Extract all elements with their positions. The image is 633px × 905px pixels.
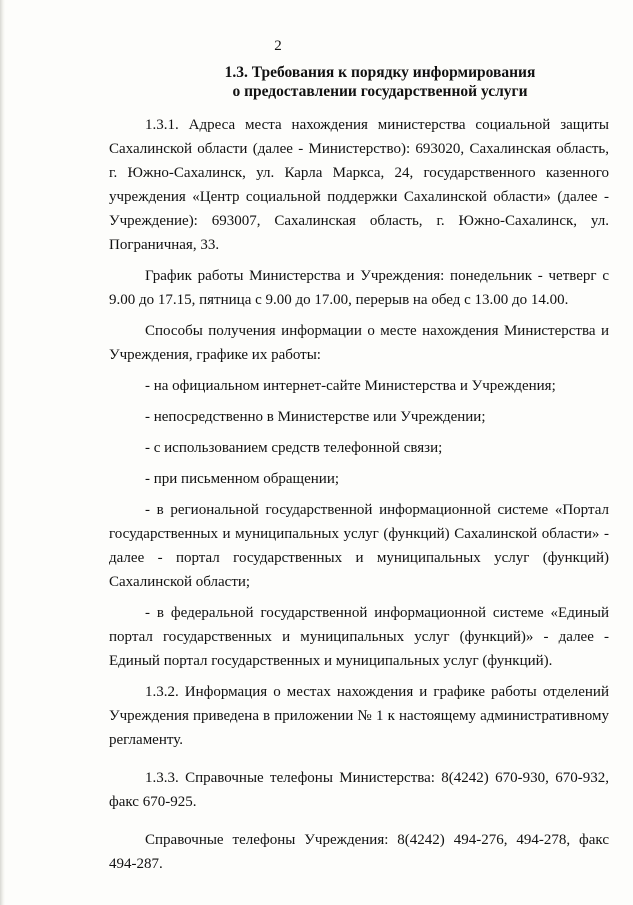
list-item-phone: - с использованием средств телефонной связи; <box>145 440 443 456</box>
section-title <box>150 63 610 101</box>
list-item-regional-portal: - в региональной государственной информационной системе «Портал государственных и муниципальных услуг (функций) Сахалинской области» - далее - портал государственных и муниципальных услуг (функций) Сахалинской области; <box>109 502 609 590</box>
list-item-in-person: - непосредственно в Министерстве или Учреждении; <box>145 409 486 425</box>
paragraph-info-methods: Способы получения информации о месте нахождения Министерства и Учреждения, графике их работы: <box>109 323 609 363</box>
paragraph-branches: 1.3.2. Информация о местах нахождения и графике работы отделений Учреждения приведена в приложении № 1 к настоящему административному регламенту. <box>109 684 609 748</box>
list-item-website: - на официальном интернет-сайте Министерства и Учреждения; <box>145 378 556 394</box>
paragraph-ministry-phones: 1.3.3. Справочные телефоны Министерства: 8(4242) 670-930, 670-932, факс 670-925. <box>109 770 609 810</box>
page-number: 2 <box>274 38 282 54</box>
paragraph-addresses: 1.3.1. Адреса места нахождения министерства социальной защиты Сахалинской области (далее - Министерство): 693020, Сахалинская область, г. Южно-Сахалинск, ул. Карла Маркса, 24, государственного казенного учреждения «Центр социальной поддержки Сахалинской области» (далее - Учреждение): 693007, Сахалинская область, г. Южно-Сахалинск, ул. Пограничная, 33. <box>109 117 609 253</box>
section-title-line-1: 1.3. Требования к порядку информирования <box>224 64 536 81</box>
section-title-line-2: о предоставлении государственной услуги <box>232 83 528 100</box>
paragraph-schedule: График работы Министерства и Учреждения: понедельник - четверг с 9.00 до 17.15, пятница с 9.00 до 17.00, перерыв на обед с 13.00 до 14.00. <box>109 268 609 308</box>
paragraph-institution-phones: Справочные телефоны Учреждения: 8(4242) 494-276, 494-278, факс 494-287. <box>109 832 609 872</box>
body-text <box>109 113 609 876</box>
list-item-federal-portal: - в федеральной государственной информационной системе «Единый портал государственных и муниципальных услуг (функций)» - далее - Единый портал государственных и муниципальных услуг (функций). <box>109 605 609 669</box>
list-item-written: - при письменном обращении; <box>145 471 340 487</box>
scan-edge <box>0 0 5 905</box>
